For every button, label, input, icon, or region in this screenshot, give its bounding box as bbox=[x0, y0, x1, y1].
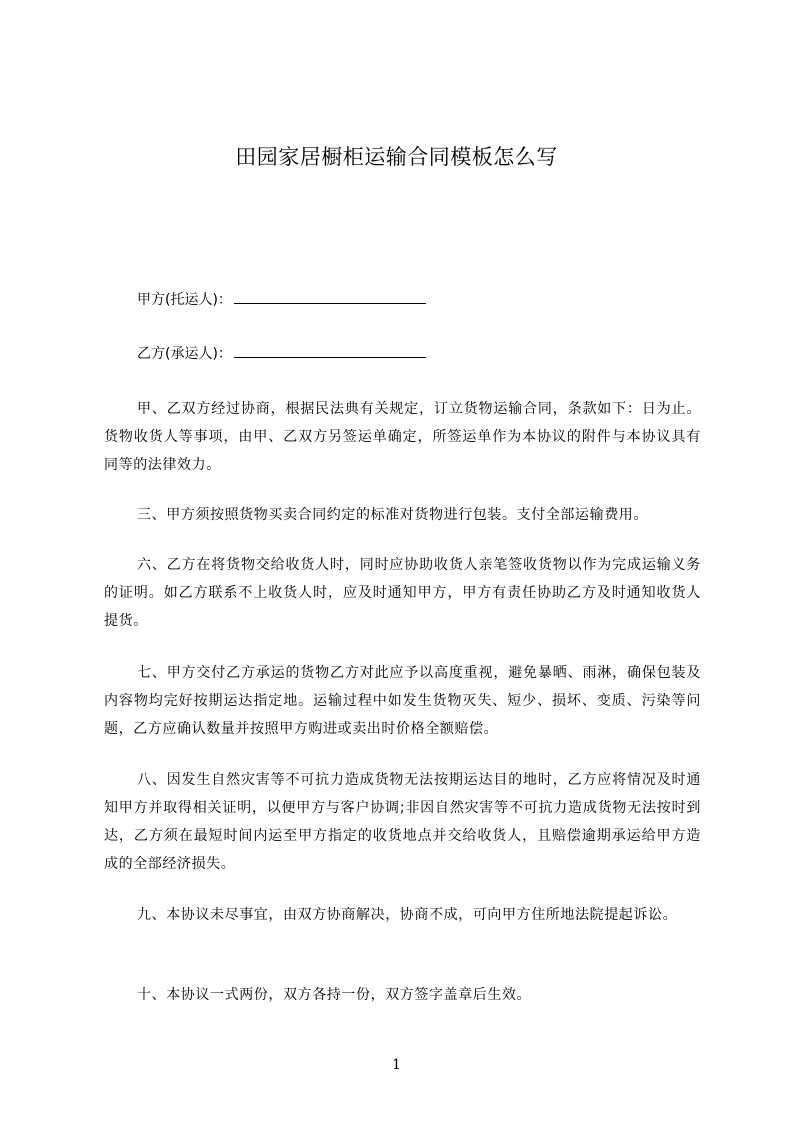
paragraph-intro: 甲、乙双方经过协商，根据民法典有关规定，订立货物运输合同，条款如下：日为止。货物收货人等事项，由甲、乙双方另签运单确定，所签运单作为本协议的附件与本协议具有同等的法律效力。 bbox=[104, 401, 701, 473]
party-a-label: 甲方(托运人)： bbox=[137, 292, 232, 308]
party-b-line bbox=[137, 343, 426, 364]
document-title: 田园家居橱柜运输合同模板怎么写 bbox=[235, 145, 558, 169]
paragraph-clause-8: 八、因发生自然灾害等不可抗力造成货物无法按期运达目的地时，乙方应将情况及时通知甲方并取得相关证明，以便甲方与客户协调;非因自然灾害等不可抗力造成货物无法按时到达，乙方须在最短时间内运至甲方指定的收货地点并交给收货人，且赔偿逾期承运给甲方造成的全部经济损失。 bbox=[104, 772, 701, 872]
page-number: 1 bbox=[392, 1057, 401, 1073]
paragraph-clause-10: 十、本协议一式两份，双方各持一份，双方签字盖章后生效。 bbox=[137, 987, 532, 1003]
paragraph-clause-7: 七、甲方交付乙方承运的货物乙方对此应予以高度重视，避免暴晒、雨淋，确保包装及内容物均完好按期运达指定地。运输过程中如发生货物灭失、短少、损坏、变质、污染等问题，乙方应确认数量并按照甲方购进或卖出时价格全额赔偿。 bbox=[104, 665, 701, 737]
party-b-label: 乙方(承运人)： bbox=[137, 346, 232, 362]
paragraph-clause-6: 六、乙方在将货物交给收货人时，同时应协助收货人亲笔签收货物以作为完成运输义务的证明。如乙方联系不上收货人时，应及时通知甲方，甲方有责任协助乙方及时通知收货人提货。 bbox=[104, 557, 701, 629]
party-a-line bbox=[137, 289, 426, 310]
party-b-blank bbox=[234, 343, 426, 358]
paragraph-clause-3: 三、甲方须按照货物买卖合同约定的标准对货物进行包装。支付全部运输费用。 bbox=[137, 507, 648, 523]
paragraph-clause-9: 九、本协议未尽事宜，由双方协商解决，协商不成，可向甲方住所地法院提起诉讼。 bbox=[137, 907, 678, 923]
party-a-blank bbox=[234, 289, 426, 304]
